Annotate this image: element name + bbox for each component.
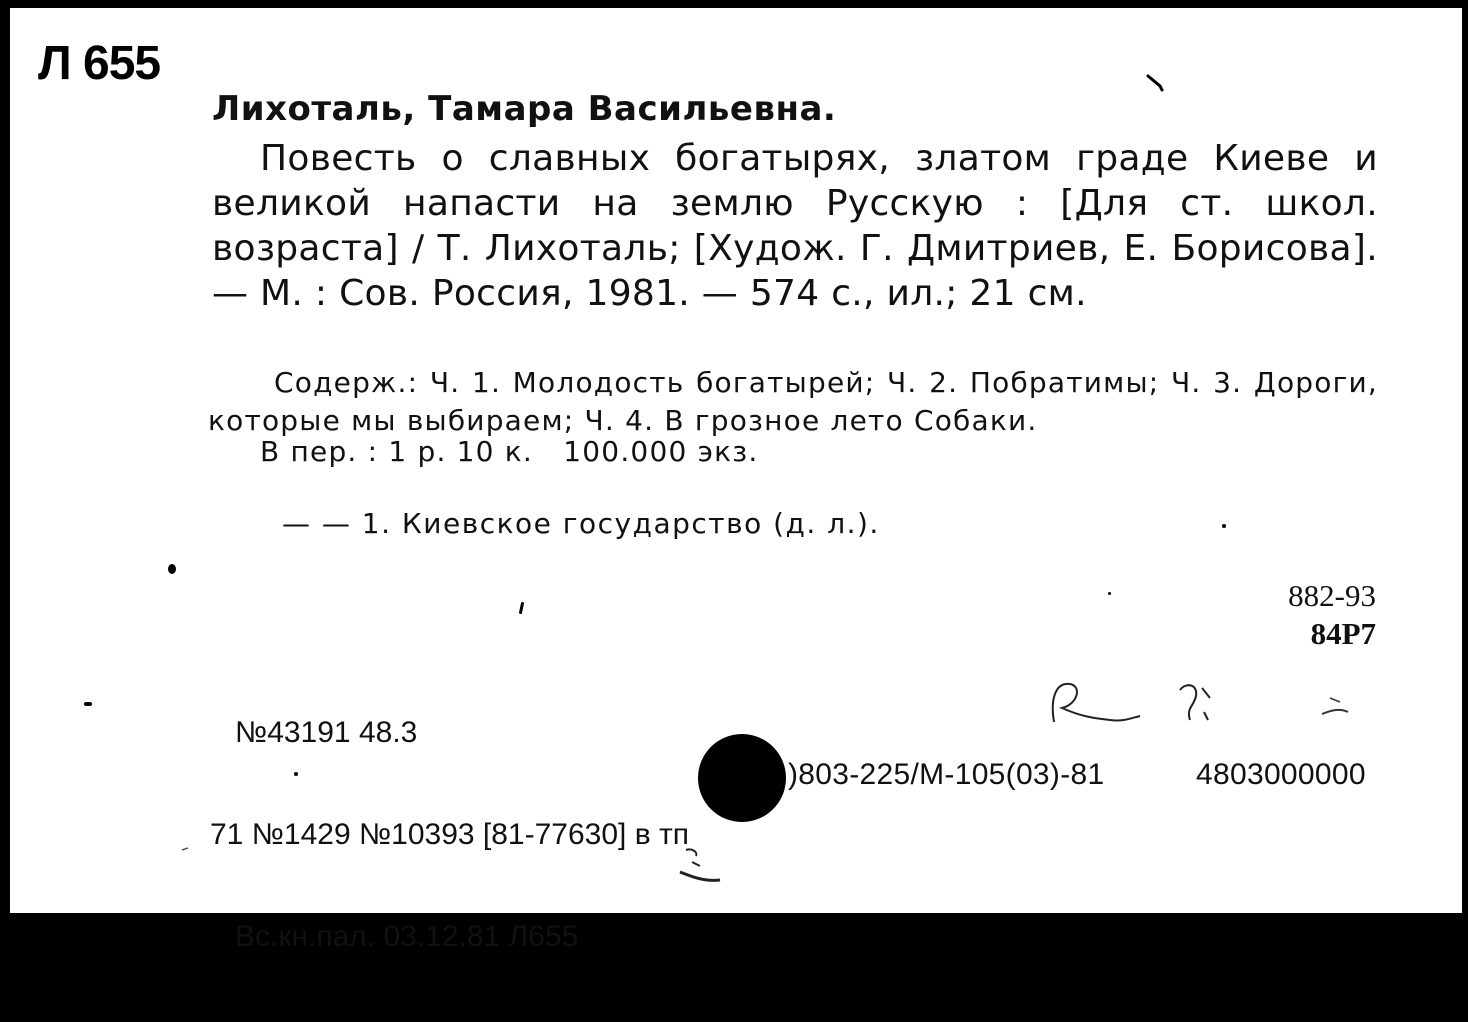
- classification-index-bottom: 84Р7: [1310, 616, 1376, 651]
- stray-dot: [294, 772, 298, 776]
- classification-index-top: 882-93: [1288, 578, 1376, 613]
- handwritten-note: [1040, 668, 1360, 738]
- subject-heading: — — 1. Киевское государство (д. л.).: [282, 507, 880, 540]
- stray-dot: [1108, 592, 1111, 595]
- publisher-code: )803-225/М-105(03)-81: [788, 758, 1105, 791]
- call-mark: Л 655: [38, 37, 161, 90]
- tick-mark-icon: [1146, 72, 1170, 96]
- contents-note: Содерж.: Ч. 1. Молодость богатырей; Ч. 2. Побратимы; Ч. 3. Дороги, которые мы выбираем; Ч. 4. В грозное лето Собаки.: [208, 366, 1378, 437]
- catalog-card: [10, 8, 1462, 953]
- stray-dot: [519, 602, 524, 614]
- bibliographic-description: Повесть о славных богатырях, златом граде Киеве и великой напасти на землю Русскую : [Для ст. школ. возраста] / Т. Лихоталь; [Худож. Г. Дмитриев, Е. Борисова]. — М. : Сов. Россия, 1981. — 574 с., ил.; 21 см.: [212, 138, 1378, 314]
- service-line: Вс.кн.пал. 03.12.81 Л655: [210, 920, 579, 953]
- service-line: 71 №1429 №10393 [81-77630] в тп: [210, 818, 689, 851]
- service-block: [210, 648, 689, 1022]
- stray-dot: [168, 564, 176, 574]
- isbn-code: 4803000000: [1196, 758, 1366, 791]
- service-line: №43191 48.3: [210, 716, 418, 749]
- author-heading: Лихоталь, Тамара Васильевна.: [212, 89, 837, 129]
- price-and-print-run: В пер. : 1 р. 10 к. 100.000 экз.: [260, 435, 759, 468]
- punch-hole: [698, 734, 786, 822]
- stray-dot: [84, 702, 92, 706]
- stray-mark: [180, 844, 192, 854]
- handwritten-squiggle: [670, 842, 730, 892]
- stray-dot: [1222, 524, 1226, 528]
